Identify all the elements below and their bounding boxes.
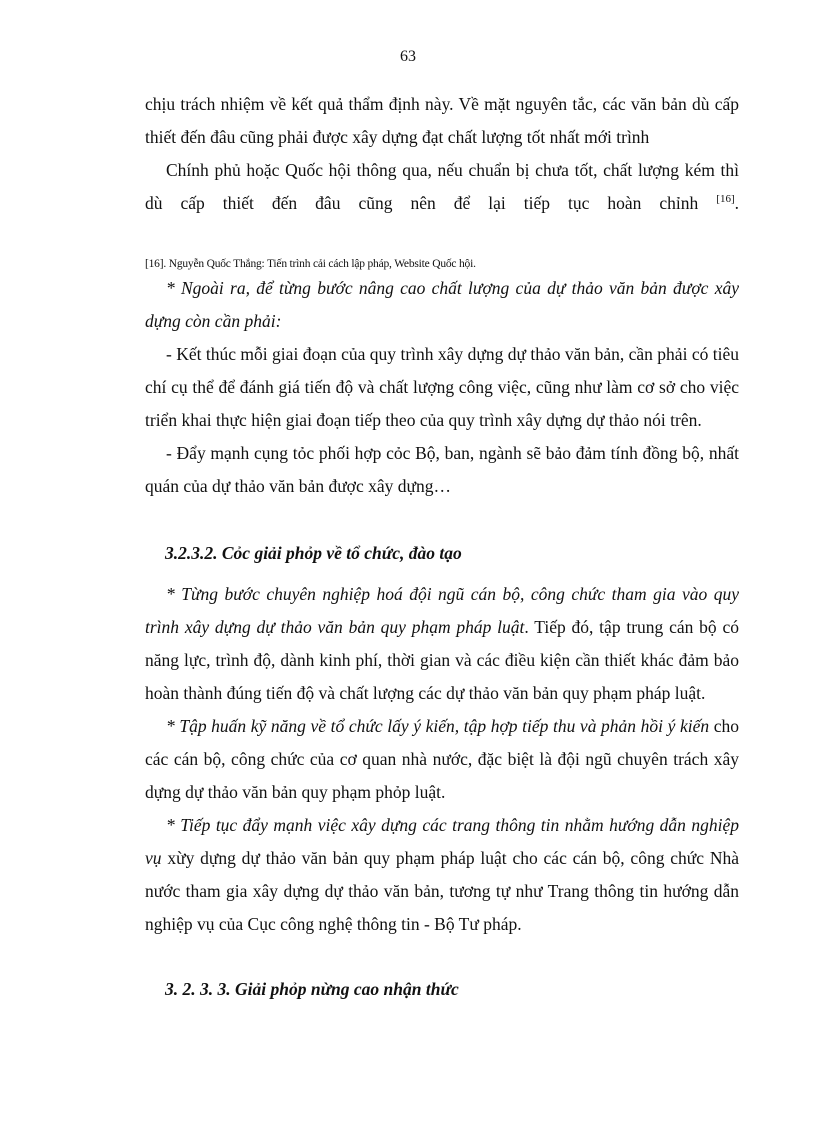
paragraph-info-pages [145,809,739,941]
paragraph-rest: cho các cán bộ, công chức của cơ quan nhà nước, đặc biệt là đội ngũ chuyên trách xây dựng dự thảo văn bản quy phạm phỏp luật. [145,716,739,802]
footnote: [16]. Nguyễn Quốc Thắng: Tiến trình cải cách lập pháp, Website Quốc hội. [145,258,476,270]
paragraph-rest: xừy dựng dự thảo văn bản quy phạm pháp luật cho các cán bộ, công chức Nhà nước tham gia xây dựng dự thảo văn bản, tương tự như Trang thông tin hướng dẫn nghiệp vụ của Cục công nghệ thông tin - Bộ Tư pháp. [145,848,739,934]
paragraph-coordination: - Đẩy mạnh cụng tỏc phối hợp cỏc Bộ, ban, ngành sẽ bảo đảm tính đồng bộ, nhất quán của dự thảo văn bản được xây dựng… [145,443,739,496]
paragraph-stage-completion: - Kết thúc mỗi giai đoạn của quy trình xây dựng dự thảo văn bản, cần phải có tiêu chí cụ thể để đánh giá tiến độ và chất lượng công việc, cũng như làm cơ sở cho việc triển khai thực hiện giai đoạn tiếp theo của quy trình xây dựng dự thảo nói trên. [145,344,739,430]
section-heading-3-2-3-3: 3. 2. 3. 3. Giải phỏp nừng cao nhận thức [165,979,459,999]
paragraph-italic-lead: * Tập huấn kỹ năng về tổ chức lấy ý kiến, tập hợp tiếp thu và phản hồi ý kiến [166,716,710,736]
paragraph-rest: . Tiếp đó, tập trung cán bộ có năng lực, trình độ, dành kinh phí, thời gian và các điều kiện cần thiết khác đảm bảo hoàn thành đúng tiến độ và chất lượng các dự thảo văn bản quy phạm pháp luật. [145,617,739,703]
paragraph-top [145,88,739,220]
paragraph-group-bottom [145,578,739,941]
section-heading-3-2-3-2: 3.2.3.2. Cỏc giải phỏp về tổ chức, đào tạo [165,543,462,563]
paragraph-group-middle [145,272,739,503]
paragraph-italic-lead: * Từng bước chuyên nghiệp hoá đội ngũ cán bộ, công chức tham gia vào quy trình xây dựng dự thảo văn bản quy phạm pháp luật [145,584,739,637]
paragraph-government [145,154,739,220]
paragraph-additional-requirements: * Ngoài ra, để từng bước nâng cao chất lượng của dự thảo văn bản được xây dựng còn cần phải: [145,278,739,331]
paragraph-continuation: chịu trách nhiệm về kết quả thẩm định này. Về mặt nguyên tắc, các văn bản dù cấp thiết đến đâu cũng phải được xây dựng đạt chất lượng tốt nhất mới trình [145,94,739,147]
page-number: 63 [400,48,416,65]
paragraph-text: Chính phủ hoặc Quốc hội thông qua, nếu chuẩn bị chưa tốt, chất lượng kém thì dù cấp thiết đến đâu cũng nên để lại tiếp tục hoàn chỉnh [145,160,739,213]
paragraph-training [145,710,739,809]
paragraph-end: . [734,193,739,213]
paragraph-italic-lead: * Tiếp tục đẩy mạnh việc xây dựng các trang thông tin nhằm hướng dẫn nghiệp vụ [145,815,739,868]
citation-ref: [16] [716,193,735,206]
paragraph-professionalize [145,578,739,710]
